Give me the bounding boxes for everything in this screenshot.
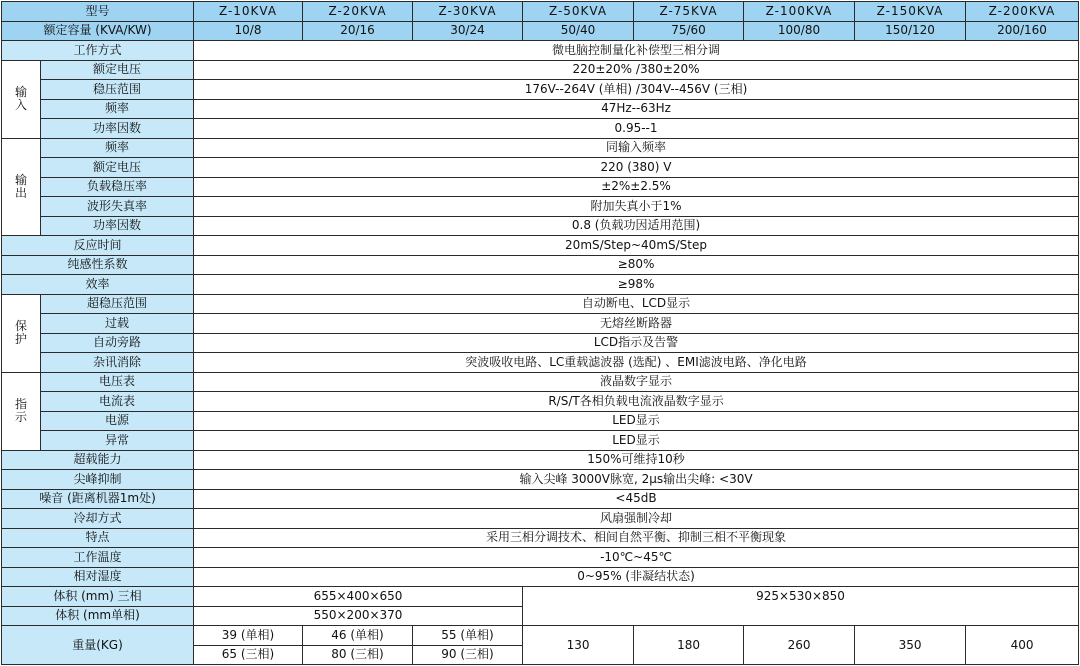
- row-value: 220 (380) V: [194, 158, 1079, 178]
- row-label: 重量(KG): [2, 626, 194, 665]
- spec-row: [2, 197, 1079, 217]
- model-cell: Z-10KVA: [194, 2, 303, 22]
- row-label: 过载: [41, 314, 194, 334]
- spec-row: [2, 567, 1079, 587]
- spec-row: [2, 177, 1079, 197]
- spec-row: [2, 216, 1079, 236]
- row-value: 突波吸收电路、LC重载滤波器 (选配) 、EMI滤波电路、净化电路: [194, 353, 1079, 373]
- spec-row: [2, 119, 1079, 139]
- spec-row: [2, 587, 1079, 607]
- group-indication: 指 示: [2, 372, 41, 450]
- row-label: 电源: [41, 411, 194, 431]
- row-value: LED显示: [194, 411, 1079, 431]
- row-label: 负载稳压率: [41, 177, 194, 197]
- weight-value: 350: [855, 626, 966, 665]
- row-label: 频率: [41, 99, 194, 119]
- row-value: 220±20% /380±20%: [194, 60, 1079, 80]
- spec-row: [2, 138, 1079, 158]
- model-cell: Z-100KVA: [744, 2, 855, 22]
- group-output: 输 出: [2, 138, 41, 236]
- weight-single: 39 (单相): [194, 626, 303, 646]
- row-value: 输入尖峰 3000V脉宽, 2μs输出尖峰: <30V: [194, 470, 1079, 490]
- row-value: 采用三相分调技术、相间自然平衡、抑制三相不平衡现象: [194, 528, 1079, 548]
- model-row: [2, 2, 1079, 22]
- spec-row: [2, 431, 1079, 451]
- row-label: 稳压范围: [41, 80, 194, 100]
- row-label: 额定电压: [41, 60, 194, 80]
- row-label: 电流表: [41, 392, 194, 412]
- row-label: 相对湿度: [2, 567, 194, 587]
- capacity-cell: 150/120: [855, 21, 966, 41]
- spec-row: [2, 450, 1079, 470]
- model-cell: Z-20KVA: [303, 2, 413, 22]
- weight-value: 130: [523, 626, 634, 665]
- weight-value: 400: [966, 626, 1079, 665]
- row-label: 异常: [41, 431, 194, 451]
- spec-row: [2, 41, 1079, 61]
- spec-row: [2, 489, 1079, 509]
- spec-row: [2, 548, 1079, 568]
- row-label: 体积 (mm) 三相: [2, 587, 194, 607]
- spec-row: [2, 528, 1079, 548]
- row-label: 体积 (mm单相): [2, 606, 194, 626]
- spec-row: [2, 255, 1079, 275]
- spec-row: [2, 60, 1079, 80]
- group-input: 输 入: [2, 60, 41, 138]
- row-label: 电压表: [41, 372, 194, 392]
- spec-row: [2, 353, 1079, 373]
- weight-three: 90 (三相): [413, 645, 523, 665]
- row-value: LCD指示及告警: [194, 333, 1079, 353]
- spec-row: [2, 294, 1079, 314]
- row-label: 波形失真率: [41, 197, 194, 217]
- row-label: 工作温度: [2, 548, 194, 568]
- row-label: 噪音 (距离机器1m处): [2, 489, 194, 509]
- row-label: 超载能力: [2, 450, 194, 470]
- row-label: 功率因数: [41, 119, 194, 139]
- spec-row: [2, 626, 1079, 646]
- row-label: 功率因数: [41, 216, 194, 236]
- row-value: 自动断电、LCD显示: [194, 294, 1079, 314]
- volume-small: 655×400×650: [194, 587, 523, 607]
- model-label: 型号: [2, 2, 194, 22]
- row-label: 反应时间: [2, 236, 194, 256]
- row-value: <45dB: [194, 489, 1079, 509]
- weight-value: 180: [634, 626, 744, 665]
- spec-table: [1, 1, 1079, 665]
- capacity-cell: 200/160: [966, 21, 1079, 41]
- capacity-cell: 100/80: [744, 21, 855, 41]
- row-label: 纯感性系数: [2, 255, 194, 275]
- row-label: 额定电压: [41, 158, 194, 178]
- weight-single: 55 (单相): [413, 626, 523, 646]
- spec-row: [2, 372, 1079, 392]
- row-value: 47Hz--63Hz: [194, 99, 1079, 119]
- spec-row: [2, 275, 1079, 295]
- spec-row: [2, 158, 1079, 178]
- weight-single: 46 (单相): [303, 626, 413, 646]
- spec-row: [2, 99, 1079, 119]
- row-value: 150%可维持10秒: [194, 450, 1079, 470]
- model-cell: Z-75KVA: [634, 2, 744, 22]
- row-value: 无熔丝断路器: [194, 314, 1079, 334]
- group-protection: 保 护: [2, 294, 41, 372]
- capacity-cell: 30/24: [413, 21, 523, 41]
- row-value: 微电脑控制量化补偿型三相分调: [194, 41, 1079, 61]
- row-value: 同输入频率: [194, 138, 1079, 158]
- capacity-label: 额定容量 (KVA/KW): [2, 21, 194, 41]
- spec-row: [2, 509, 1079, 529]
- row-value: 0~95% (非凝结状态): [194, 567, 1079, 587]
- row-label: 冷却方式: [2, 509, 194, 529]
- row-value: 附加失真小于1%: [194, 197, 1079, 217]
- model-cell: Z-200KVA: [966, 2, 1079, 22]
- capacity-cell: 75/60: [634, 21, 744, 41]
- row-value: ≥80%: [194, 255, 1079, 275]
- spec-row: [2, 333, 1079, 353]
- weight-three: 65 (三相): [194, 645, 303, 665]
- spec-row: [2, 314, 1079, 334]
- row-label: 频率: [41, 138, 194, 158]
- row-label: 超稳压范围: [41, 294, 194, 314]
- row-value: 0.95--1: [194, 119, 1079, 139]
- weight-three: 80 (三相): [303, 645, 413, 665]
- row-value: 风扇强制冷却: [194, 509, 1079, 529]
- row-value: LED显示: [194, 431, 1079, 451]
- row-label: 工作方式: [2, 41, 194, 61]
- spec-row: [2, 80, 1079, 100]
- row-label: 尖峰抑制: [2, 470, 194, 490]
- model-cell: Z-150KVA: [855, 2, 966, 22]
- row-value: 液晶数字显示: [194, 372, 1079, 392]
- row-label: 效率: [2, 275, 194, 295]
- spec-row: [2, 470, 1079, 490]
- row-value: ≥98%: [194, 275, 1079, 295]
- capacity-cell: 20/16: [303, 21, 413, 41]
- volume-large: 925×530×850: [523, 587, 1079, 626]
- capacity-row: [2, 21, 1079, 41]
- weight-value: 260: [744, 626, 855, 665]
- row-value: 20mS/Step~40mS/Step: [194, 236, 1079, 256]
- row-value: 0.8 (负载功因适用范围): [194, 216, 1079, 236]
- row-label: 特点: [2, 528, 194, 548]
- row-label: 杂讯消除: [41, 353, 194, 373]
- spec-row: [2, 392, 1079, 412]
- spec-row: [2, 236, 1079, 256]
- row-label: 自动旁路: [41, 333, 194, 353]
- capacity-cell: 50/40: [523, 21, 634, 41]
- volume-small-single: 550×200×370: [194, 606, 523, 626]
- capacity-cell: 10/8: [194, 21, 303, 41]
- spec-row: [2, 411, 1079, 431]
- model-cell: Z-50KVA: [523, 2, 634, 22]
- row-value: R/S/T各相负载电流液晶数字显示: [194, 392, 1079, 412]
- row-value: 176V--264V (单相) /304V--456V (三相): [194, 80, 1079, 100]
- row-value: ±2%±2.5%: [194, 177, 1079, 197]
- model-cell: Z-30KVA: [413, 2, 523, 22]
- row-value: -10℃~45℃: [194, 548, 1079, 568]
